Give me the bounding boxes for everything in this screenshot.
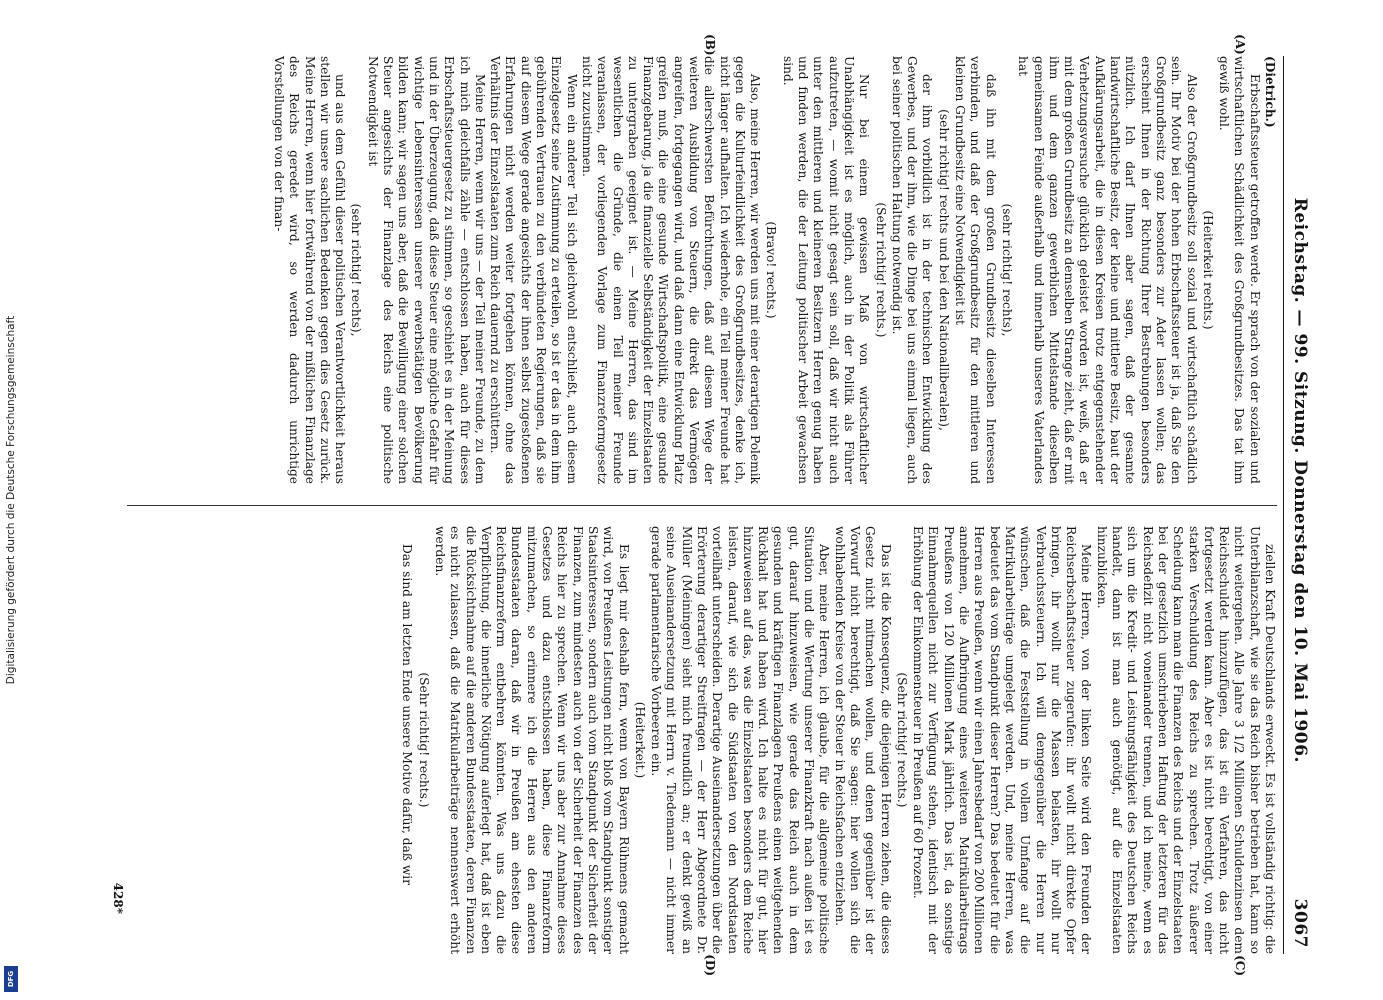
paragraph: Es liegt mir deshalb fern, wenn von Bayern Rühmens gemacht wird, von Preußens Leistungen nicht bloß vom Standpunkt sonstiger Staatsinteressen, sondern auch vom Standpunkt der Sicherheit der Finanzen, zum mindesten auch von der Sicherheit der Finanzen des Reichs hier zu sprechen. Wenn wir uns aber zur Annahme dieses Gesetzes und dazu entschlossen haben, diese Finanzreform mitzumachen, so erinnere ich die Herren aus den anderen Bundesstaaten daran, daß wir in Preußen am ehesten diese Reichsfinanzreform entbehren könnten. Was uns dazu die Verpflichtung, die innerliche Nötigung auferlegt hat, daß ist eben die Rücksichtnahme auf die anderen Bundesstaaten, deren Finanzen es nicht zulassen, daß die Matrikularbeiträge nennenswert erhöht werden. bbox=[432, 526, 631, 954]
interjection: (sehr richtig! rechts und bei den Nationalliberalen), bbox=[936, 109, 951, 431]
rotated-page bbox=[36, 0, 1326, 1000]
paragraph: Nur bei einem gewissen Maß von wirtschaftlicher Unabhängigkeit ist es möglich, auch in der Politik als Führer aufzutreten, — womit nicht gesagt sein soll, daß wir nicht auch unter den mittleren und kleineren Besitzern Herren genug haben und finden werden, die der Leitung politischer Arbeit gewachsen sind. bbox=[780, 56, 872, 484]
margin-marker-b: (B) bbox=[703, 34, 717, 56]
running-head bbox=[1284, 56, 1310, 954]
interjection: (Heiterkeit.) bbox=[632, 701, 647, 779]
page-number: 3067 bbox=[1290, 898, 1310, 948]
header-rule bbox=[1283, 56, 1284, 954]
interjection: (Bravo! rechts.) bbox=[764, 221, 779, 319]
paragraph: Das sind am letzten Ende unsere Motive dafür, daß wir bbox=[400, 544, 415, 885]
interjection: (Sehr richtig! rechts.) bbox=[416, 672, 431, 808]
interjection: (Sehr richtig! rechts.) bbox=[873, 202, 888, 338]
speaker-label: (Dietrich.) bbox=[1263, 56, 1277, 128]
left-column bbox=[127, 34, 1277, 484]
margin-marker-c: (C) bbox=[1233, 955, 1247, 976]
margin-marker-d: (D) bbox=[703, 954, 717, 976]
paragraph: Erbschaftssteuer getroffen werde. Er sprach von der sozialen und wirtschaftlichen Schädlichkeit des Großgrundbesitzes. Das tat ihm gewiß wohl. bbox=[1217, 56, 1262, 484]
paragraph: und aus dem Gefühl dieser politischen Verantwortlichkeit heraus stellen wir unsere sachlichen Bedenken gegen dies Gesetz zurück. Meine Herren, wenn hier fortwährend von der mißlichen Finanzlage des Reichs geredet wird, so werden dadurch unrichtige Vorstellungen von der finan- bbox=[272, 56, 348, 484]
margin-marker-a: (A) bbox=[1233, 34, 1247, 55]
paragraph: Wenn ein anderer Teil sich gleichwohl entschließt, auch diesem Einzelgesetz seine Zustimmung zu erteilen, so ist er das in dem ihm gebührenden Vertrauen zu den verbündeten Regierungen, daß sie auf diesem Wege gerade angesichts der ihnen selbst zugestoßenen Erfahrungen nicht werden weiter fortgehen können, ohne das Verhältnis der Einzelstaaten zum Reich dauernd zu erschüttern. bbox=[488, 56, 579, 484]
interjection: (Sehr richtig! rechts.) bbox=[894, 672, 909, 808]
interjection: (Heiterkeit rechts.) bbox=[1200, 210, 1215, 330]
interjection: (sehr richtig! rechts), bbox=[349, 203, 364, 337]
paragraph: Meine Herren, wenn wir uns — der Teil meiner Freunde, zu dem ich mich gleichfalls zähle — entschlossen haben, auch für dieses Erbschaftssteuergesetz zu stimmen, so geschieht es in der Meinung und in der Überzeugung, daß diese Steuer eine mögliche Gefahr für wichtige Lebensinteressen unserer erwerbstätigen Bevölkerung bilden kann; wir sagen uns aber, daß die Bewilligung einer solchen Steuer angesichts der Finanzlage des Reichs eine politische Notwendigkeit ist bbox=[365, 56, 487, 484]
dfg-logo: DFG bbox=[4, 966, 18, 992]
paragraph: Aber, meine Herren, ich glaube, für die allgemeine politische Situation und die Wertung unserer Finanzkraft nach außen ist es gut, darauf hinzuweisen, wie gerade das Reich auch in dem gesunden und kräftigen Finanzlagen Preußens einen weitgehenden Rückhalt hat und haben wird. Ich halte es nicht für gut, hier hinzuweisen auf das, was die Einzelstaaten besonders dem Reiche leisten, darauf, wie sich die Südstaaten von den Nordstaaten vorteilhaft unterscheiden. Derartige Auseinandersetzungen über die Erörterung derartiger Streitfragen — der Herr Abgeordnete Dr. Müller (Meiningen) sieht mich freundlich an; er denkt gewiß an seine Auseinandersetzung mit Herrn v. Tiedemann — nicht immer gerade parlamentarische Vorbeeren ein. bbox=[649, 526, 832, 954]
right-column bbox=[127, 526, 1277, 976]
paragraph: ziellen Kraft Deutschlands erweckt. Es ist vollständig richtig: die Unterbilanzschaft, wie sie das Reich bisher betrieben hat, kann so nicht weitergehen. Alle Jahre 3 1/2 Millionen Schuldenzinsen dem Reichsschuldet hinzuzufügen, das ist ein Verfahren, das nicht fortgesetzt werden kann. Aber es ist nicht berechtigt, von einer starken Verschuldung des Reichs zu sprechen. Trotz äußerer Scheidung kann man die Finanzen des Reichs und der Einzelstaaten bei der gesetzlich umschriebenen Haftung der letzteren für das Reichsdefizit nicht voneinander trennen, und ich meine, wenn es sich um die Kredit- und Leistungsfähigkeit des Deutschen Reichs handelt, dann ist man auch genötigt, auf die Einzelstaaten hinzublicken. bbox=[1094, 526, 1277, 954]
text-columns bbox=[127, 34, 1277, 976]
paragraph: der ihm vorbildlich ist in der technischen Entwicklung des Gewerbes, und der ihm, wie die Dinge bei uns einmal liegen, auch bei seiner politischen Haltung notwendig ist. bbox=[889, 56, 935, 484]
paragraph: Also der Großgrundbesitz soll sozial und wirtschaftlich schädlich sein. Ihr Motiv bei der hohen Erbschaftssteuer ist ja, daß Sie den Großgrundbesitz ganz besonders zur Ader lassen wollen; das erscheint Ihnen in der Richtung Ihrer Bestrebungen besonders nützlich. Ich darf Ihnen aber sagen, daß der gesamte landwirtschaftliche Besitz, der kleine und mittlere Besitz, baut der Aufklärungsarbeit, die in diesen Kreisen trotz entgegenstehender Verhetzungsversuche glücklich geleistet worden ist, weiß, daß er mit dem großen Grundbesitz an demselben Strange zieht, daß er mit ihm und dem ganzen gewerblichen Mittelstande dieselben gemeinsamen Feinde außerhalb und innerhalb unseres Vaterlandes hat bbox=[1016, 56, 1199, 484]
funding-note-text: Digitalisierung gefördert durch die Deutsche Forschungsgemeinschaft bbox=[5, 315, 18, 685]
interjection: (sehr richtig! rechts), bbox=[999, 203, 1014, 337]
funding-note bbox=[0, 0, 22, 1000]
paragraph: Also, meine Herren, wir werden uns mit einer derartigen Polemik gegen die Kulturfeindlichkeit des Großgrundbesitzes, denke ich, nicht länger aufhalten. Ich wiederhole, ein Teil meiner Freunde hat die allerschwersten Befürchtungen, daß auf diesem Wege der weiteren Ausbildung von Steuern, die direkt das Vermögen angreifen, fortgegangen wird, und daß dann eine Entwicklung Platz greifen muß, die eine gesunde Wirtschaftspolitik, eine gesunde Finanzgebarung, ja die finanzielle Selbständigkeit der Einzelstaaten zu untergraben geeignet ist. — Meine Herren, das sind im wesentlichen die Gründe, die einen Teil meiner Freunde veranlassen, der vorliegenden Vorlage zum Finanzreformgesetz nicht zuzustimmen. bbox=[579, 56, 763, 484]
signature-mark: 428* bbox=[111, 882, 125, 914]
column-divider bbox=[127, 505, 1277, 506]
page-title: Reichstag. — 99. Sitzung. Donnerstag den 10. Mai 1906. bbox=[1290, 197, 1310, 763]
paragraph: Meine Herren, von der linken Seite wird den Freunden der Reichserbschaftssteuer zugerufen: ihr wollt nicht direkte Opfer bringen, ihr wollt nur die Massen belasten, ihr wollt nur Verbrauchssteuern. Ich will demgegenüber die Herren nur wünschen, daß die Feststellung in vollem Umfange auf die Matrikularbeiträge umgelegt werden. Und, meine Herren, was bedeutet das vom Standpunkt dieser Herren? Das bedeutet für die Herren aus Preußen, wenn wir einen Jahresbedarf von 200 Millionen annehmen, die Aufbringung eines weiteren Matrikularbeitrags Preußens von 120 Millionen Mark jährlich. Das ist, da sonstige Einnahmequellen nicht zur Verfügung stehen, identisch mit der Erhöhung der Einkommensteuer in Preußen auf 60 Prozent. bbox=[911, 526, 1094, 954]
paragraph: daß ihn mit dem großen Grundbesitz dieselben Interessen verbinden, und daß der Großgrundbesitz für den mittleren und kleinen Grundbesitz eine Notwendigkeit ist bbox=[953, 56, 998, 484]
paragraph: Das ist die Konsequenz, die diejenigen Herren ziehen, die dieses Gesetz nicht mitmachen wollen, und denen gegenüber ist der Vorwurf nicht berechtigt, daß Sie sagen: hier wollen sich die wohlhabenden Kreise von der Steuer in Reichsfachen entziehen. bbox=[832, 526, 893, 954]
